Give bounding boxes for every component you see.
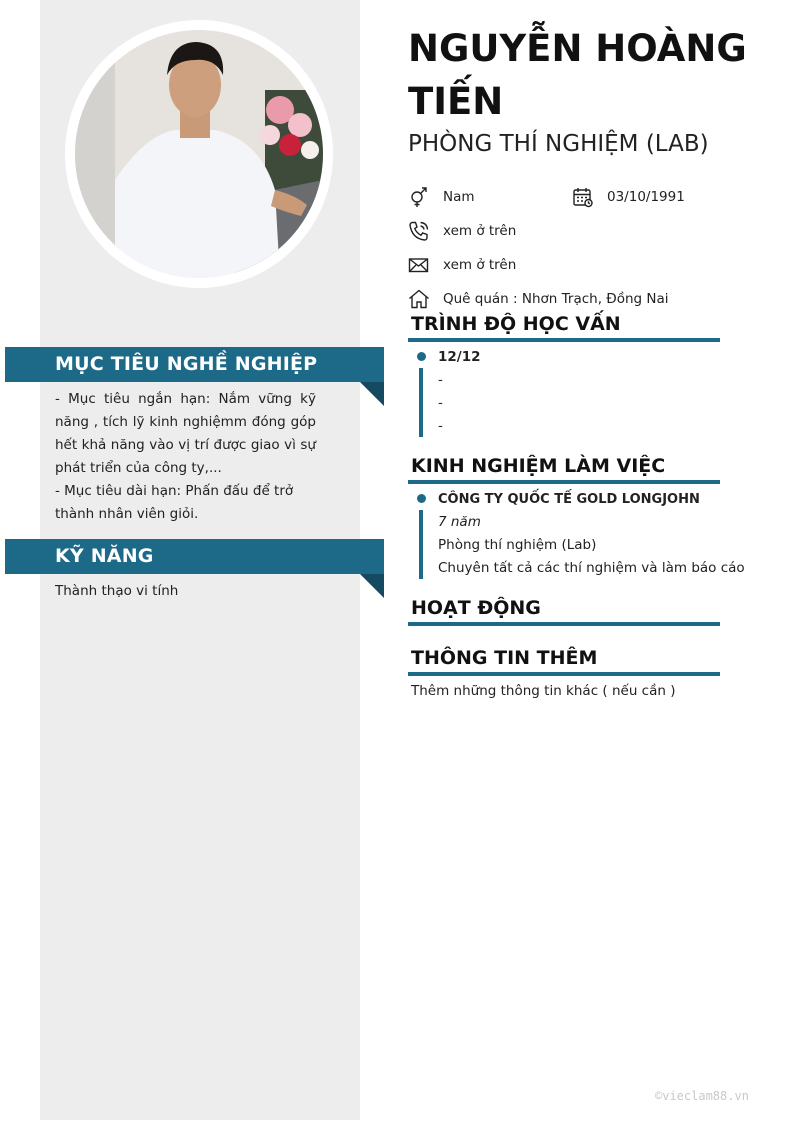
phone-icon (408, 220, 430, 242)
education-bullet (417, 352, 426, 361)
portrait-photo-icon (75, 30, 323, 278)
info-phone (408, 220, 516, 242)
candidate-name: NGUYỄN HOÀNG TIẾN (408, 27, 747, 123)
experience-position: Phòng thí nghiệm (Lab) (438, 537, 597, 553)
education-line: - (438, 418, 443, 434)
mail-icon (408, 254, 430, 276)
experience-title: KINH NGHIỆM LÀM VIỆC (408, 452, 720, 484)
info-hometown (408, 288, 669, 310)
info-email (408, 254, 516, 276)
avatar (75, 30, 323, 278)
objective-short-term: - Mục tiêu ngắn hạn: Nắm vững kỹ năng , tích lỹ kinh nghiệmm đóng góp hết khả năng vào vị trí được giao vì sự phát triển của công ty,... (55, 391, 316, 476)
objective-header: MỤC TIÊU NGHỀ NGHIỆP (5, 347, 384, 382)
skills-header: KỸ NĂNG (5, 539, 384, 574)
objective-content (55, 388, 316, 526)
additional-content: Thêm những thông tin khác ( nếu cần ) (411, 683, 676, 699)
birthdate-value: 03/10/1991 (607, 189, 685, 205)
email-value: xem ở trên (443, 257, 517, 273)
objective-header-fold (360, 382, 384, 406)
objective-long-term: - Mục tiêu dài hạn: Phấn đấu để trở thành nhân viên giỏi. (55, 483, 294, 522)
home-icon (408, 288, 430, 310)
gender-value: Nam (443, 189, 475, 205)
education-grade: 12/12 (438, 349, 481, 365)
info-gender (408, 186, 475, 208)
activities-title: HOẠT ĐỘNG (408, 594, 720, 626)
experience-duration: 7 năm (438, 514, 481, 530)
skills-header-fold (360, 574, 384, 598)
experience-bullet (417, 494, 426, 503)
education-timeline (419, 368, 423, 437)
education-line: - (438, 372, 443, 388)
candidate-role: PHÒNG THÍ NGHIỆM (LAB) (408, 131, 709, 157)
phone-value: xem ở trên (443, 223, 517, 239)
calendar-icon (572, 186, 594, 208)
watermark: ©vieclam88.vn (655, 1089, 749, 1103)
education-title: TRÌNH ĐỘ HỌC VẤN (408, 310, 720, 342)
info-birthdate (572, 186, 685, 208)
additional-title: THÔNG TIN THÊM (408, 644, 720, 676)
experience-description: Chuyên tất cả các thí nghiệm và làm báo cáo (438, 560, 745, 576)
experience-timeline (419, 510, 423, 579)
education-line: - (438, 395, 443, 411)
gender-icon (408, 186, 430, 208)
experience-company: CÔNG TY QUỐC TẾ GOLD LONGJOHN (438, 492, 700, 507)
hometown-value: Quê quán : Nhơn Trạch, Đồng Nai (443, 291, 669, 307)
skills-content: Thành thạo vi tính (55, 583, 179, 599)
